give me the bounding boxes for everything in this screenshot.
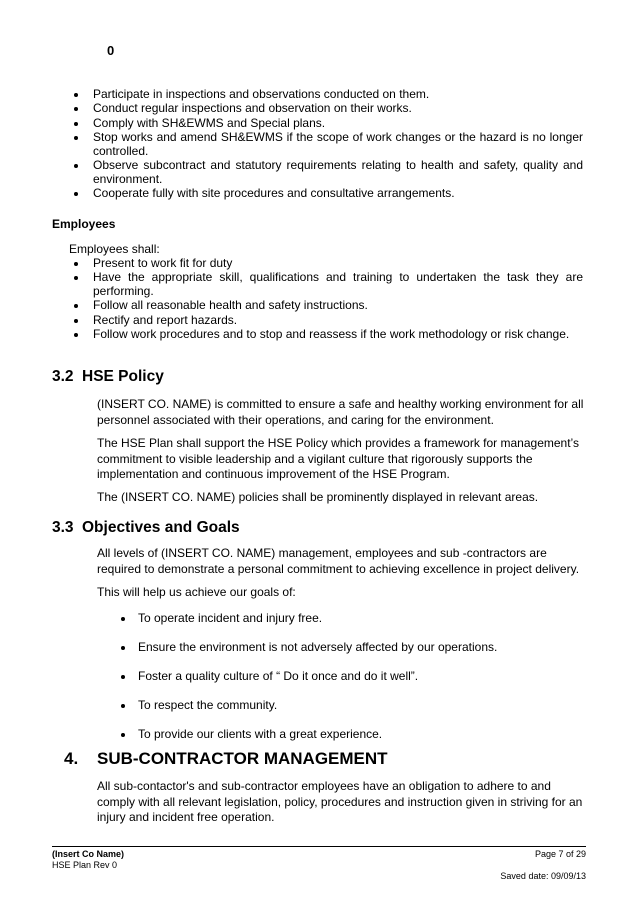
bullet-icon: [74, 304, 78, 308]
bullet-icon: [74, 136, 78, 140]
bullet-icon: [74, 262, 78, 266]
objectives-paragraph: This will help us achieve our goals of:: [97, 585, 296, 599]
list-item: Comply with SH&EWMS and Special plans.: [0, 117, 638, 131]
employees-intro: Employees shall:: [69, 242, 160, 256]
bullet-icon: [74, 107, 78, 111]
footer-saved-date: Saved date: 09/09/13: [500, 871, 586, 881]
list-item: Rectify and report hazards.: [0, 314, 638, 328]
list-item: Ensure the environment is not adversely affected by our operations.: [0, 641, 638, 670]
hse-policy-paragraph: The (INSERT CO. NAME) policies shall be prominently displayed in relevant areas.: [97, 490, 539, 504]
list-item: To provide our clients with a great experience.: [0, 728, 638, 757]
list-item: Present to work fit for duty: [0, 257, 638, 271]
section-title: SUB-CONTRACTOR MANAGEMENT: [97, 749, 388, 768]
list-item: Have the appropriate skill, qualifications and training to undertaken the task they are performing.: [0, 271, 638, 299]
section-number: 3.2: [52, 368, 74, 385]
bullet-icon: [74, 319, 78, 323]
list-item: Cooperate fully with site procedures and consultative arrangements.: [0, 187, 638, 201]
top-number: 0: [107, 43, 115, 58]
hse-policy-paragraph: (INSERT CO. NAME) is committed to ensure a safe and healthy working environment for all personnel associated with their operations, and caring for the environment.: [97, 397, 584, 427]
list-item: Stop works and amend SH&EWMS if the scope of work changes or the hazard is no longer controlled.: [0, 131, 638, 159]
list-item: Follow work procedures and to stop and reassess if the work methodology or risk change.: [0, 328, 638, 342]
section-4-paragraph: All sub-contactor's and sub-contractor employees have an obligation to adhere to and comply with all relevant legislation, policy, procedures and instruction given in striving for an injury and incident free operation.: [97, 779, 583, 824]
bullet-icon: [74, 192, 78, 196]
bullet-icon: [74, 164, 78, 168]
bullet-icon: [74, 122, 78, 126]
goals-list: [0, 612, 638, 757]
subcontractor-duties-list: [0, 88, 638, 201]
employees-list: [0, 257, 638, 342]
footer-page-number: Page 7 of 29: [534, 849, 586, 859]
bullet-icon: [74, 93, 78, 97]
bullet-icon: [74, 276, 78, 280]
bullet-icon: [121, 646, 125, 650]
list-item: Observe subcontract and statutory requirements relating to health and safety, quality and environment.: [0, 159, 638, 187]
bullet-icon: [121, 617, 125, 621]
section-4-heading: [64, 749, 388, 769]
hse-policy-heading: [52, 368, 164, 386]
footer-plan: HSE Plan Rev 0: [52, 860, 118, 870]
bullet-icon: [121, 675, 125, 679]
objectives-heading: [52, 519, 240, 537]
section-number: 4.: [64, 749, 79, 768]
employees-heading: Employees: [52, 217, 116, 231]
section-number: 3.3: [52, 519, 74, 536]
section-title: Objectives and Goals: [82, 519, 240, 536]
objectives-paragraph: All levels of (INSERT CO. NAME) management, employees and sub -contractors are required to demonstrate a personal commitment to achieving excellence in project delivery.: [97, 546, 580, 576]
footer-company: (Insert Co Name): [52, 849, 125, 859]
hse-policy-paragraph: The HSE Plan shall support the HSE Policy which provides a framework for management’s commitment to visible leadership and a vigilant culture that rigorously supports the implementation and continuous improvement of the HSE Program.: [97, 436, 579, 481]
section-title: HSE Policy: [82, 368, 164, 385]
bullet-icon: [74, 333, 78, 337]
list-item: Foster a quality culture of “ Do it once and do it well”.: [0, 670, 638, 699]
bullet-icon: [121, 733, 125, 737]
bullet-icon: [121, 704, 125, 708]
list-item: To respect the community.: [0, 699, 638, 728]
footer-divider: [52, 846, 586, 847]
list-item: Participate in inspections and observations conducted on them.: [0, 88, 638, 102]
list-item: To operate incident and injury free.: [0, 612, 638, 641]
list-item: Conduct regular inspections and observation on their works.: [0, 102, 638, 116]
list-item: Follow all reasonable health and safety instructions.: [0, 299, 638, 313]
